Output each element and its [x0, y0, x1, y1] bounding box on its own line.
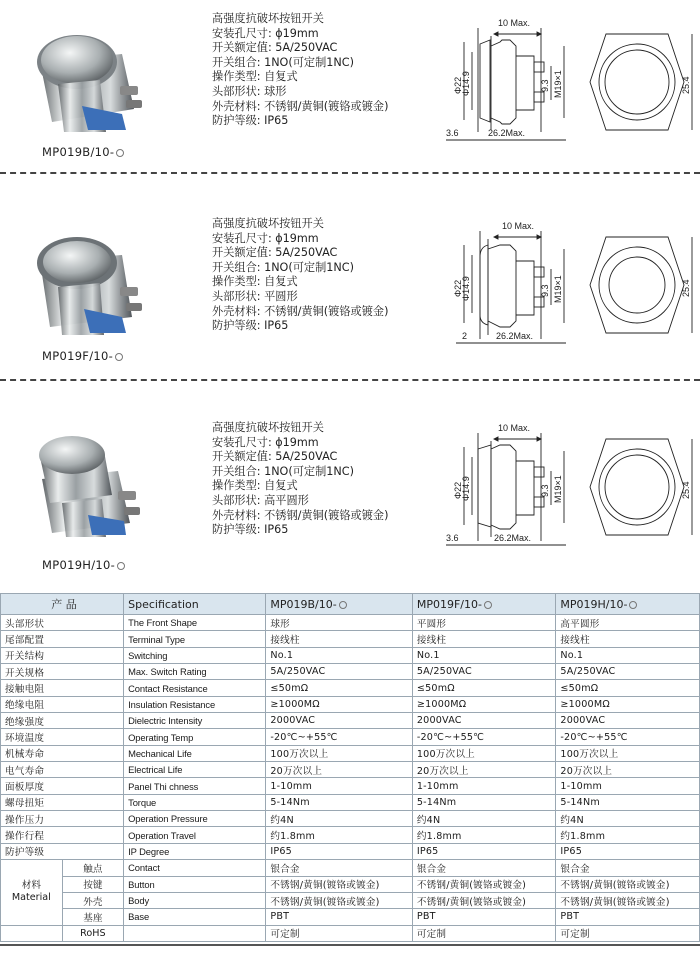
table-row [1, 615, 700, 631]
option-circle-icon [117, 562, 125, 570]
table-row [1, 713, 700, 729]
option-circle-icon [339, 601, 347, 609]
table-row [1, 762, 700, 778]
material-label-cn: 材料 [21, 880, 41, 892]
row-label-en: Contact Resistance [124, 680, 266, 696]
row-value: 5-14Nm [556, 794, 700, 810]
table-row [1, 892, 700, 908]
row-label-cn: 操作行程 [1, 827, 124, 843]
material-group-label [1, 925, 63, 941]
row-value: -20℃~+55℃ [556, 729, 700, 745]
row-value: 约1.8mm [556, 827, 700, 843]
table-row [1, 860, 700, 876]
dim-left: 3.6 [446, 533, 459, 543]
row-value: 接线柱 [266, 631, 413, 647]
option-circle-icon [115, 353, 123, 361]
row-value: 100万次以上 [556, 745, 700, 761]
row-label-en: Electrical Life [124, 762, 266, 778]
row-label-cn: 电气寿命 [1, 762, 124, 778]
specification-table [0, 593, 700, 942]
row-value: 20万次以上 [556, 762, 700, 778]
row-label-en: Button [124, 876, 266, 892]
row-label-en: Panel Thi chness [124, 778, 266, 794]
row-label-cn: 开关规格 [1, 664, 124, 680]
row-value: 5A/250VAC [266, 664, 413, 680]
row-value: IP65 [412, 843, 556, 859]
spec-line: 外壳材料: 不锈钢/黄铜(镀铬或镀金) [212, 508, 389, 522]
dim-left: 2 [462, 331, 468, 341]
dim-outer: Φ22 [453, 481, 463, 499]
dimension-drawing-b [436, 14, 696, 144]
row-label-cn: 环境温度 [1, 729, 124, 745]
product-photo-b [22, 14, 152, 134]
spec-line: 防护等级: IP65 [212, 523, 289, 537]
spec-line: 操作类型: 自复式 [212, 275, 298, 289]
row-value: 平圆形 [412, 615, 556, 631]
row-value: ≥1000MΩ [266, 696, 413, 712]
spec-line: 操作类型: 自复式 [212, 70, 298, 84]
row-label-en: Operation Pressure [124, 811, 266, 827]
spec-line: 头部形状: 高平圆形 [212, 493, 309, 507]
row-value: 20万次以上 [266, 762, 413, 778]
table-row [1, 925, 700, 941]
spec-list-f [212, 217, 388, 334]
row-value: No.1 [412, 647, 556, 663]
row-value: 可定制 [412, 925, 556, 941]
table-row [1, 696, 700, 712]
row-value: No.1 [266, 647, 413, 663]
spec-list-b [212, 12, 388, 129]
dim-length: 26.2Max. [494, 533, 532, 543]
row-value: PBT [412, 909, 556, 925]
table-row [1, 664, 700, 680]
row-value: 约1.8mm [412, 827, 556, 843]
row-value: ≤50mΩ [412, 680, 556, 696]
material-sub-label: RoHS [62, 925, 123, 941]
spec-line: 开关额定值: 5A/250VAC [212, 450, 338, 464]
option-circle-icon [116, 149, 124, 157]
row-value: 不锈钢/黄铜(镀铬或镀金) [556, 876, 700, 892]
spec-line: 开关额定值: 5A/250VAC [212, 246, 338, 260]
dim-inner: Φ14.9 [461, 276, 471, 301]
spec-line: 开关额定值: 5A/250VAC [212, 41, 338, 55]
spec-line: 开关组合: 1NO(可定制1NC) [212, 260, 354, 274]
option-circle-icon [629, 601, 637, 609]
row-label-en [124, 925, 266, 941]
row-label-cn: 螺母扭矩 [1, 794, 124, 810]
row-value: 银合金 [556, 860, 700, 876]
row-value: 接线柱 [412, 631, 556, 647]
header-spec: Specification [124, 594, 266, 615]
row-value: 5A/250VAC [556, 664, 700, 680]
row-value: ≥1000MΩ [556, 696, 700, 712]
row-value: 1-10mm [266, 778, 413, 794]
header-model: MP019B/10- [266, 594, 413, 615]
dim-h: 9.3 [540, 79, 550, 92]
product-block-f [0, 203, 700, 383]
dim-length: 26.2Max. [496, 331, 534, 341]
material-sub-label: 触点 [62, 860, 123, 876]
header-model: MP019F/10- [412, 594, 556, 615]
spec-line: 防护等级: IP65 [212, 114, 289, 128]
spec-line: 防护等级: IP65 [212, 319, 289, 333]
option-circle-icon [484, 601, 492, 609]
row-label-en: Body [124, 892, 266, 908]
dimension-drawing-h [436, 419, 696, 549]
row-value: -20℃~+55℃ [412, 729, 556, 745]
spec-line: 开关组合: 1NO(可定制1NC) [212, 464, 354, 478]
table-header-row [1, 594, 700, 615]
row-label-en: The Front Shape [124, 615, 266, 631]
row-label-cn: 绝缘电阻 [1, 696, 124, 712]
row-value: 球形 [266, 615, 413, 631]
dim-left: 3.6 [446, 128, 459, 138]
row-label-cn: 防护等级 [1, 843, 124, 859]
row-value: 2000VAC [266, 713, 413, 729]
spec-line: 头部形状: 平圆形 [212, 289, 298, 303]
model-label-f: MP019F/10- [42, 349, 123, 363]
row-value: 5A/250VAC [412, 664, 556, 680]
row-label-en: Mechanical Life [124, 745, 266, 761]
material-label-en: Material [11, 892, 51, 904]
row-value: 银合金 [266, 860, 413, 876]
row-value: 接线柱 [556, 631, 700, 647]
spec-line: 外壳材料: 不锈钢/黄铜(镀铬或镀金) [212, 99, 389, 113]
dim-top: 10 Max. [502, 221, 535, 231]
row-value: 约4N [412, 811, 556, 827]
table-row [1, 745, 700, 761]
row-label-cn: 头部形状 [1, 615, 124, 631]
section-divider [0, 379, 700, 381]
row-label-en: Torque [124, 794, 266, 810]
header-model: MP019H/10- [556, 594, 700, 615]
dim-outer: Φ22 [453, 279, 463, 297]
product-block-b [0, 0, 700, 180]
row-label-en: Insulation Resistance [124, 696, 266, 712]
spec-list-h [212, 421, 388, 538]
spec-line: 安装孔尺寸: ϕ19mm [212, 231, 319, 245]
bottom-rule [0, 944, 700, 946]
row-label-en: Operation Travel [124, 827, 266, 843]
row-value: ≥1000MΩ [412, 696, 556, 712]
dim-thread: M19×1 [553, 70, 563, 98]
row-label-en: Dielectric Intensity [124, 713, 266, 729]
spec-line: 开关组合: 1NO(可定制1NC) [212, 55, 354, 69]
spec-line: 操作类型: 自复式 [212, 479, 298, 493]
model-label-b: MP019B/10- [42, 145, 124, 159]
row-value: 高平圆形 [556, 615, 700, 631]
table-row [1, 843, 700, 859]
row-value: 不锈钢/黄铜(镀铬或镀金) [266, 892, 413, 908]
row-value: PBT [266, 909, 413, 925]
row-label-en: Contact [124, 860, 266, 876]
dim-outer: Φ22 [453, 76, 463, 94]
dim-thread: M19×1 [553, 475, 563, 503]
row-value: 2000VAC [556, 713, 700, 729]
row-value: 2000VAC [412, 713, 556, 729]
spec-line: 外壳材料: 不锈钢/黄铜(镀铬或镀金) [212, 304, 389, 318]
row-label-en: Operating Temp [124, 729, 266, 745]
row-value: IP65 [266, 843, 413, 859]
dim-hex: 25.4 [681, 481, 691, 499]
row-label-en: Max. Switch Rating [124, 664, 266, 680]
row-value: 100万次以上 [412, 745, 556, 761]
spec-line: 高强度抗破坏按钮开关 [212, 12, 324, 25]
spec-line: 高强度抗破坏按钮开关 [212, 421, 324, 434]
row-value: 约4N [266, 811, 413, 827]
row-label-cn: 机械寿命 [1, 745, 124, 761]
product-block-h [0, 405, 700, 585]
row-value: 约1.8mm [266, 827, 413, 843]
product-photo-f [22, 217, 152, 337]
row-value: 约4N [556, 811, 700, 827]
row-value: No.1 [556, 647, 700, 663]
row-value: 不锈钢/黄铜(镀铬或镀金) [266, 876, 413, 892]
dim-thread: M19×1 [553, 275, 563, 303]
row-value: IP65 [556, 843, 700, 859]
row-value: 不锈钢/黄铜(镀铬或镀金) [556, 892, 700, 908]
table-row [1, 647, 700, 663]
row-value: 可定制 [556, 925, 700, 941]
material-sub-label: 基座 [62, 909, 123, 925]
row-label-cn: 尾部配置 [1, 631, 124, 647]
row-value: 1-10mm [412, 778, 556, 794]
row-value: ≤50mΩ [556, 680, 700, 696]
row-value: 不锈钢/黄铜(镀铬或镀金) [412, 876, 556, 892]
dim-top: 10 Max. [498, 18, 531, 28]
row-label-en: Switching [124, 647, 266, 663]
section-divider [0, 172, 700, 174]
row-value: 银合金 [412, 860, 556, 876]
table-row [1, 811, 700, 827]
model-label-h: MP019H/10- [42, 558, 125, 572]
row-label-cn: 面板厚度 [1, 778, 124, 794]
row-value: 5-14Nm [266, 794, 413, 810]
row-value: ≤50mΩ [266, 680, 413, 696]
dim-h: 9.3 [540, 484, 550, 497]
row-label-cn: 操作压力 [1, 811, 124, 827]
material-sub-label: 外壳 [62, 892, 123, 908]
dim-h: 9.3 [540, 284, 550, 297]
table-row [1, 794, 700, 810]
table-row [1, 729, 700, 745]
spec-line: 安装孔尺寸: ϕ19mm [212, 435, 319, 449]
row-value: PBT [556, 909, 700, 925]
spec-line: 高强度抗破坏按钮开关 [212, 217, 324, 230]
spec-line: 安装孔尺寸: ϕ19mm [212, 26, 319, 40]
row-value: 5-14Nm [412, 794, 556, 810]
dim-hex: 25.4 [681, 279, 691, 297]
row-label-cn: 绝缘强度 [1, 713, 124, 729]
row-value: -20℃~+55℃ [266, 729, 413, 745]
dim-length: 26.2Max. [488, 128, 526, 138]
spec-line: 头部形状: 球形 [212, 84, 287, 98]
material-group-label [1, 860, 63, 925]
table-row [1, 827, 700, 843]
row-label-cn: 开关结构 [1, 647, 124, 663]
material-sub-label: 按键 [62, 876, 123, 892]
product-photo-h [22, 419, 152, 539]
row-value: 1-10mm [556, 778, 700, 794]
table-row [1, 680, 700, 696]
dim-inner: Φ14.9 [461, 71, 471, 96]
dim-hex: 25.4 [681, 76, 691, 94]
row-value: 20万次以上 [412, 762, 556, 778]
table-row [1, 876, 700, 892]
header-product: 产 品 [1, 594, 124, 615]
dim-top: 10 Max. [498, 423, 531, 433]
table-row [1, 909, 700, 925]
table-row [1, 778, 700, 794]
row-value: 可定制 [266, 925, 413, 941]
row-label-en: Terminal Type [124, 631, 266, 647]
row-label-en: Base [124, 909, 266, 925]
table-row [1, 631, 700, 647]
dim-inner: Φ14.9 [461, 476, 471, 501]
row-label-cn: 接触电阻 [1, 680, 124, 696]
dimension-drawing-f [436, 217, 696, 347]
row-value: 100万次以上 [266, 745, 413, 761]
row-value: 不锈钢/黄铜(镀铬或镀金) [412, 892, 556, 908]
row-label-en: IP Degree [124, 843, 266, 859]
